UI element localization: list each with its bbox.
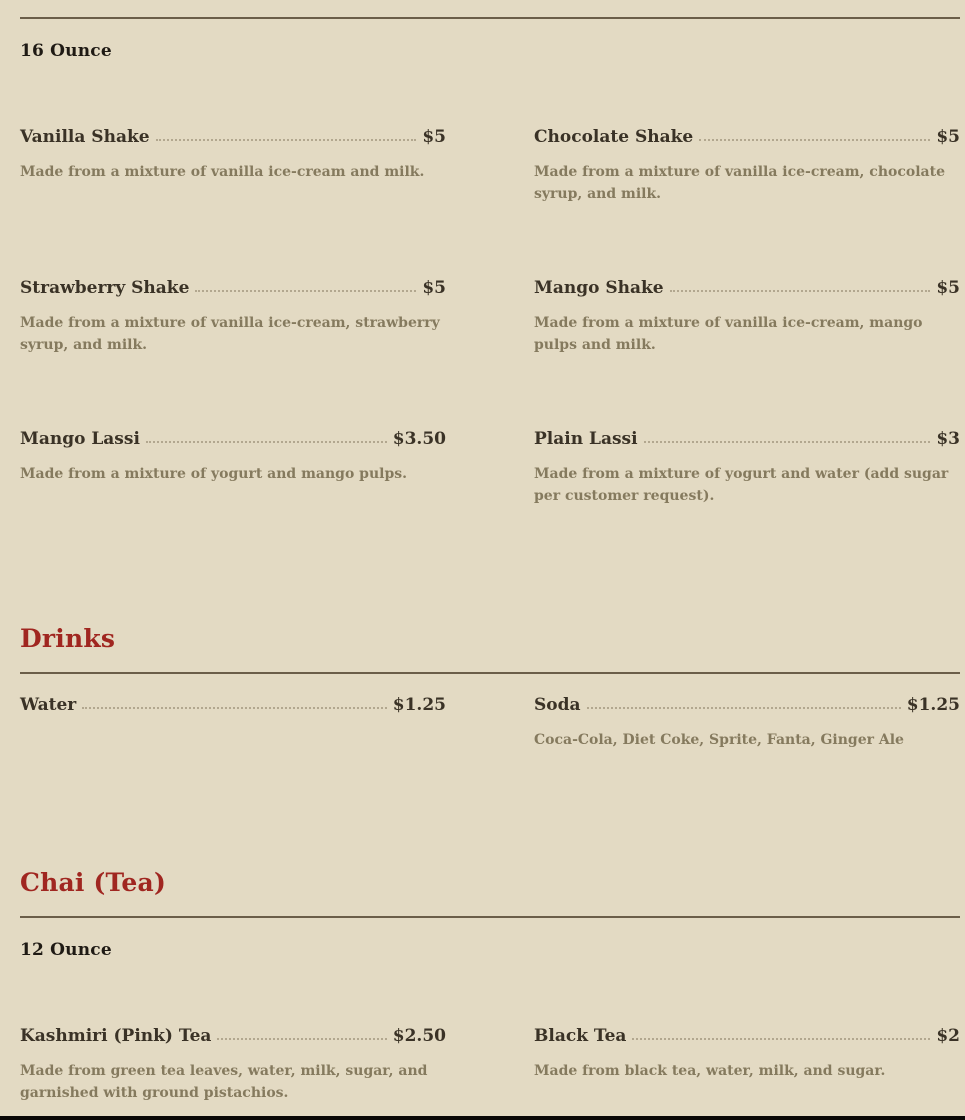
- item-price: $5: [422, 278, 446, 298]
- item-description: Made from a mixture of vanilla ice-cream, strawberry syrup, and milk.: [20, 315, 440, 353]
- section-divider: [20, 916, 960, 918]
- item-description: Made from green tea leaves, water, milk, sugar, and garnished with ground pistachios.: [20, 1063, 428, 1101]
- section-divider: [20, 17, 960, 19]
- item-description: Coca-Cola, Diet Coke, Sprite, Fanta, Ginger Ale: [534, 732, 904, 748]
- item-price: $3.50: [392, 429, 446, 449]
- section-divider: [20, 672, 960, 674]
- item-description: Made from black tea, water, milk, and sugar.: [534, 1063, 886, 1079]
- dot-leader: [195, 290, 416, 292]
- dot-leader: [644, 441, 931, 443]
- item-name: Mango Lassi: [20, 429, 140, 449]
- dot-leader: [217, 1038, 386, 1040]
- dot-leader: [146, 441, 387, 443]
- bottom-edge-bar: [0, 1116, 965, 1120]
- dot-leader: [670, 290, 931, 292]
- item-price: $5: [936, 278, 960, 298]
- menu-item-mango-shake: [534, 278, 960, 356]
- item-price: $2: [936, 1026, 960, 1046]
- item-name: Vanilla Shake: [20, 127, 150, 147]
- menu-item-plain-lassi: [534, 429, 960, 507]
- item-price: $5: [422, 127, 446, 147]
- dot-leader: [632, 1038, 930, 1040]
- item-price: $2.50: [392, 1026, 446, 1046]
- item-name: Soda: [534, 695, 581, 715]
- size-label: 12 Ounce: [20, 940, 112, 960]
- menu-item-chocolate-shake: [534, 127, 960, 205]
- menu-item-black-tea: [534, 1026, 960, 1082]
- menu-item-water: [20, 695, 446, 719]
- item-name: Water: [20, 695, 77, 715]
- item-price: $1.25: [392, 695, 446, 715]
- item-description: Made from a mixture of vanilla ice-cream, chocolate syrup, and milk.: [534, 164, 945, 202]
- dot-leader: [587, 707, 901, 709]
- item-description: Made from a mixture of vanilla ice-cream and milk.: [20, 164, 425, 180]
- item-name: Chocolate Shake: [534, 127, 694, 147]
- section-title-chai: Chai (Tea): [20, 868, 166, 897]
- item-description: Made from a mixture of yogurt and mango pulps.: [20, 466, 407, 482]
- dot-leader: [82, 707, 387, 709]
- item-name: Black Tea: [534, 1026, 627, 1046]
- item-name: Plain Lassi: [534, 429, 638, 449]
- item-price: $1.25: [906, 695, 960, 715]
- menu-item-soda: [534, 695, 960, 751]
- menu-item-strawberry-shake: [20, 278, 446, 356]
- menu-item-kashmiri-tea: [20, 1026, 446, 1104]
- item-description: Made from a mixture of vanilla ice-cream, mango pulps and milk.: [534, 315, 923, 353]
- dot-leader: [156, 139, 417, 141]
- dot-leader: [699, 139, 930, 141]
- item-name: Mango Shake: [534, 278, 664, 298]
- menu-item-mango-lassi: [20, 429, 446, 485]
- item-name: Strawberry Shake: [20, 278, 190, 298]
- item-name: Kashmiri (Pink) Tea: [20, 1026, 212, 1046]
- item-price: $3: [936, 429, 960, 449]
- item-description: Made from a mixture of yogurt and water (add sugar per customer request).: [534, 466, 949, 504]
- size-label: 16 Ounce: [20, 41, 112, 61]
- section-title-drinks: Drinks: [20, 624, 116, 653]
- item-price: $5: [936, 127, 960, 147]
- menu-item-vanilla-shake: [20, 127, 446, 183]
